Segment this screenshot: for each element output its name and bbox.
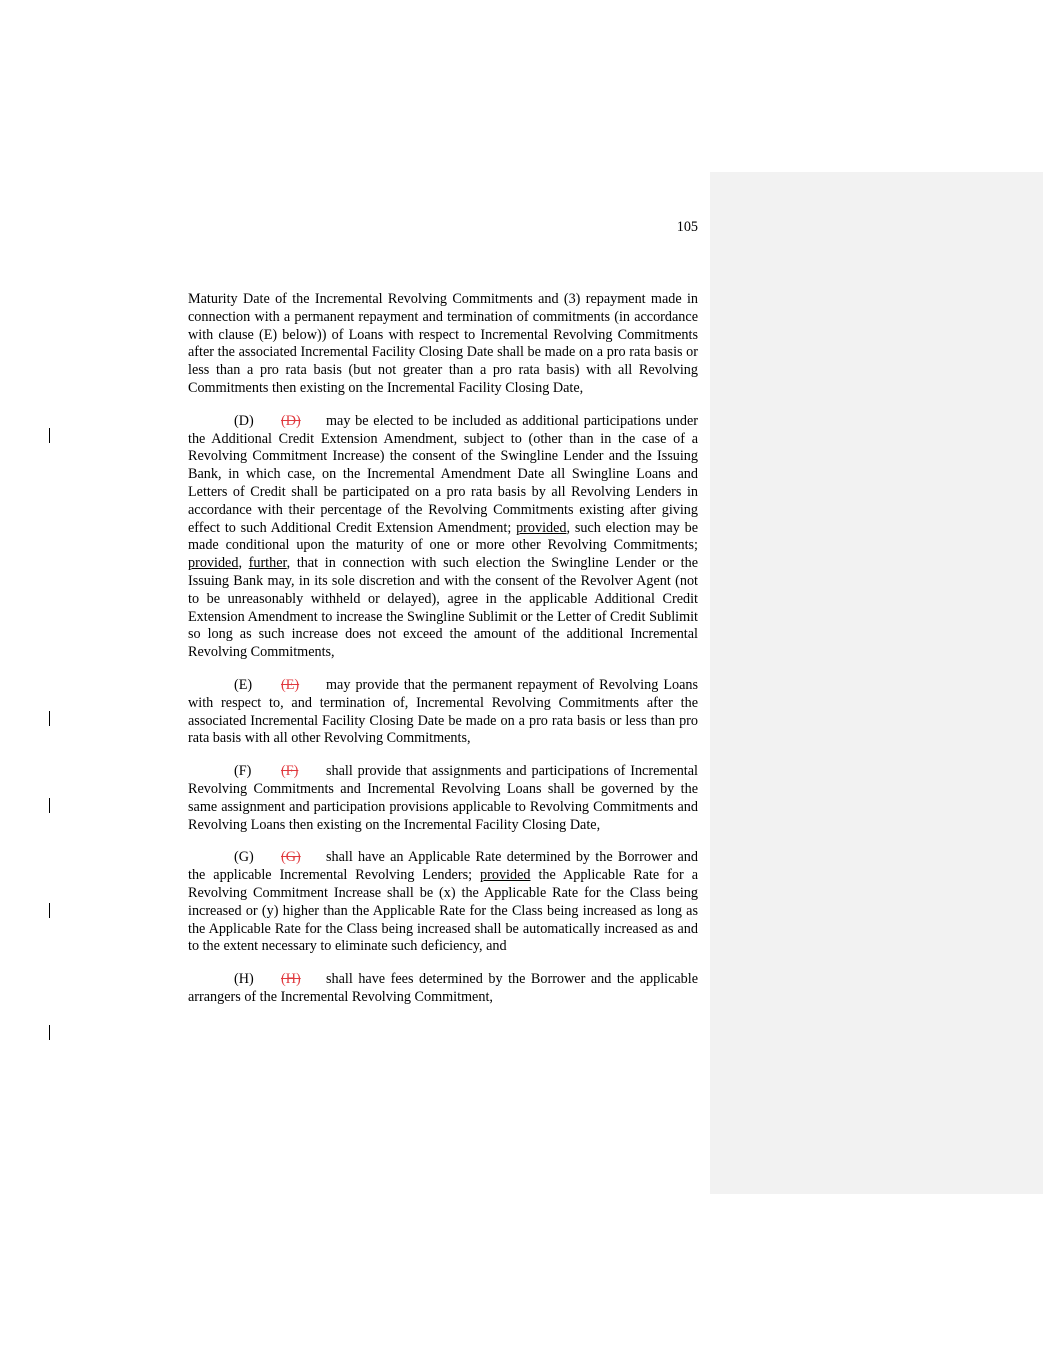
clause-text: , [238,555,249,572]
change-bar-h [49,1025,50,1040]
change-bar-g [49,903,50,918]
deleted-text: (E) [281,676,300,693]
clause-number: (G) [234,849,254,866]
deleted-text: (H) [281,971,301,988]
deleted-text: (F) [281,763,299,780]
clause-number: (H) [234,971,254,988]
page-number: 105 [676,219,698,235]
clause-number: (D) [234,412,254,429]
clause-h [188,971,698,1007]
clause-e [188,677,698,748]
clause-text: may be elected to be included as additional participations under the Additional Credit Extension Amendment, subject to (other than in the case of a Revolving Commitment Increase) the consent of the Swingline Lender and the Issuing Bank, in which case, on the Incremental Amendment Date all Swingline Loans and Letters of Credit shall be participated on a pro rata basis by all Revolving Lenders in accordance with their percentage of the Revolving Commitments existing after giving effect to such Additional Credit Extension Amendment; [188,412,698,536]
underlined-term: provided [188,555,239,572]
clause-text: shall have an Applicable Rate determined by the Borrower and the applicable Incremental Revolving Lenders; [188,849,698,884]
change-bar-f [49,798,50,813]
clause-text: , such election may be made conditional upon the maturity of one or more other Revolving Commitments; [188,519,698,554]
clause-number: (F) [234,763,252,780]
document-body [188,291,698,1022]
clause-number: (E) [234,676,253,693]
underlined-term: provided [516,519,567,536]
paragraph-text: Maturity Date of the Incremental Revolving Commitments and (3) repayment made in connection with a permanent repayment and termination of commitments (in accordance with clause (E) below)) of Loans with respect to Incremental Revolving Commitments after the associated Incremental Facility Closing Date shall be made on a pro rata basis or less than a pro rata basis (but not greater than a pro rata basis) with all Revolving Commitments then existing on the Incremental Facility Closing Date, [188,291,698,396]
clause-text: , that in connection with such election the Swingline Lender or the Issuing Bank may, in its sole discretion and with the consent of the Revolver Agent (not to be unreasonably withheld or delayed), agree in the applicable Additional Credit Extension Amendment to increase the Swingline Sublimit or the Letter of Credit Sublimit so long as such increase does not exceed the amount of the additional Incremental Revolving Commitments, [188,555,699,661]
change-bar-e [49,711,50,726]
clause-text: may provide that the permanent repayment of Revolving Loans with respect to, and termination of, Incremental Revolving Commitments after the associated Incremental Facility Closing Date be made on a pro rata basis or less than pro rata basis with all other Revolving Commitments, [188,676,698,747]
change-bar-d [49,428,50,443]
clause-f [188,763,698,834]
clause-text: shall have fees determined by the Borrower and the applicable arrangers of the Incremental Revolving Commitment, [188,971,698,1005]
deleted-text: (D) [281,412,301,429]
underlined-term: further [248,555,287,572]
deleted-text: (G) [281,849,301,866]
clause-d [188,413,698,662]
clause-g [188,849,698,956]
clause-text: the Applicable Rate for a Revolving Commitment Increase shall be (x) the Applicable Rate for the Class being increased or (y) higher than the Applicable Rate for the Class being increased as long as the Applicable Rate for the Class being increased shall be automatically increased as and to the extent necessary to eliminate such deficiency, and [188,867,698,955]
comment-pane [710,172,1043,1194]
paragraph-continuation [188,291,698,398]
underlined-term: provided [480,867,531,884]
clause-text: shall provide that assignments and participations of Incremental Revolving Commitments and Incremental Revolving Loans shall be governed by the same assignment and participation provisions applicable to Revolving Commitments and Revolving Loans then existing on the Incremental Facility Closing Date, [188,763,698,833]
